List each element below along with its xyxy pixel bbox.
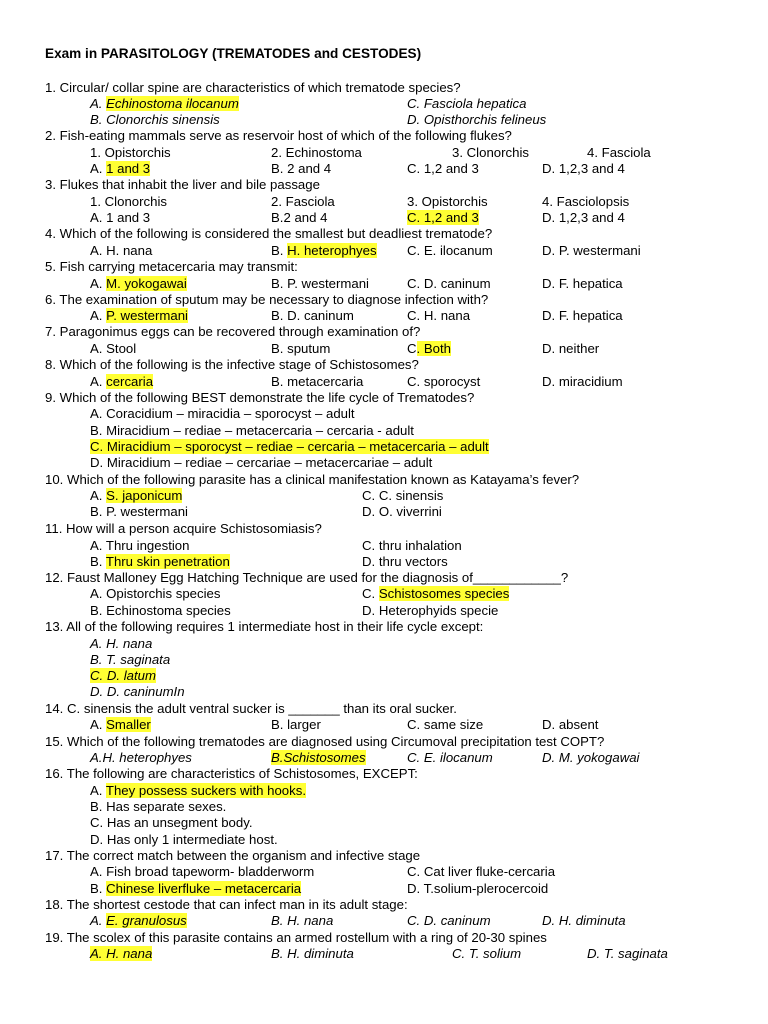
question-text: 18. The shortest cestode that can infect man in its adult stage: bbox=[45, 897, 408, 912]
option-text: A. bbox=[90, 717, 107, 732]
answer-option bbox=[90, 799, 226, 815]
answer-option bbox=[271, 161, 331, 177]
option-text: C. same size bbox=[407, 717, 484, 732]
option-text: B. P. westermani bbox=[271, 276, 369, 291]
option-text: A. Fish broad tapeworm- bladderworm bbox=[90, 864, 315, 879]
highlighted-answer: E. granulosus bbox=[106, 913, 187, 928]
answer-option bbox=[90, 406, 355, 422]
answer-option bbox=[542, 308, 623, 324]
question-text: 4. Which of the following is considered the smallest but deadliest trematode? bbox=[45, 226, 493, 241]
option-text: B. Echinostoma species bbox=[90, 603, 231, 618]
option-text: D. Opisthorchis felineus bbox=[407, 112, 547, 127]
option-text: B. D. caninum bbox=[271, 308, 354, 323]
highlighted-answer: S. japonicum bbox=[106, 488, 183, 503]
answer-option-highlighted bbox=[90, 946, 152, 962]
question-text: 15. Which of the following trematodes are diagnosed using Circumoval precipitation test COPT? bbox=[45, 734, 605, 749]
answer-option bbox=[271, 194, 335, 210]
answer-option bbox=[407, 750, 493, 766]
option-text: A. Opistorchis species bbox=[90, 586, 221, 601]
answer-option bbox=[271, 946, 354, 962]
option-text: B. Clonorchis sinensis bbox=[90, 112, 220, 127]
question-text: 1. Circular/ collar spine are characteristics of which trematode species? bbox=[45, 80, 461, 95]
question-text: 6. The examination of sputum may be necessary to diagnose infection with? bbox=[45, 292, 489, 307]
option-text: B. H. diminuta bbox=[271, 946, 354, 961]
option-text: B. T. saginata bbox=[90, 652, 171, 667]
option-text: C. H. nana bbox=[407, 308, 471, 323]
answer-option bbox=[271, 210, 327, 226]
answer-option bbox=[407, 276, 491, 292]
answer-option bbox=[271, 341, 330, 357]
option-text: D. miracidium bbox=[542, 374, 623, 389]
option-text: 3. Opistorchis bbox=[407, 194, 488, 209]
answer-option bbox=[407, 112, 546, 128]
option-text: D. P. westermani bbox=[542, 243, 641, 258]
answer-option bbox=[271, 717, 321, 733]
option-text: B. larger bbox=[271, 717, 321, 732]
highlighted-answer: C. 1,2 and 3 bbox=[407, 210, 479, 225]
answer-option-highlighted bbox=[90, 488, 182, 504]
answer-option bbox=[90, 210, 150, 226]
answer-option bbox=[90, 832, 278, 848]
highlighted-answer: M. yokogawai bbox=[106, 276, 187, 291]
answer-option-highlighted bbox=[90, 913, 187, 929]
answer-option bbox=[271, 913, 333, 929]
answer-option bbox=[90, 112, 220, 128]
answer-option bbox=[90, 538, 189, 554]
answer-option bbox=[90, 603, 231, 619]
option-text: 2. Echinostoma bbox=[271, 145, 362, 160]
option-text: A.H. heterophyes bbox=[90, 750, 192, 765]
answer-option bbox=[542, 341, 599, 357]
answer-option bbox=[542, 276, 623, 292]
answer-option-highlighted bbox=[90, 96, 239, 112]
option-text: C. E. ilocanum bbox=[407, 243, 493, 258]
answer-option bbox=[407, 864, 555, 880]
highlighted-answer: They possess suckers with hooks. bbox=[105, 783, 306, 798]
answer-option bbox=[90, 194, 167, 210]
option-text: 1. Opistorchis bbox=[90, 145, 171, 160]
option-text: D. 1,2,3 and 4 bbox=[542, 161, 625, 176]
highlighted-answer: H. heterophyes bbox=[287, 243, 377, 258]
answer-option bbox=[90, 815, 253, 831]
option-text: D. absent bbox=[542, 717, 599, 732]
option-text: B.2 and 4 bbox=[271, 210, 328, 225]
answer-option bbox=[362, 554, 448, 570]
question-text: 3. Flukes that inhabit the liver and bile passage bbox=[45, 177, 320, 192]
highlighted-answer: Schistosomes species bbox=[378, 586, 510, 601]
answer-option bbox=[362, 504, 442, 520]
answer-option bbox=[407, 161, 479, 177]
answer-option bbox=[271, 374, 363, 390]
option-text: A. bbox=[90, 96, 107, 111]
highlighted-answer: C. Miracidium – sporocyst – rediae – cercaria – metacercaria – adult bbox=[90, 439, 489, 454]
answer-option-highlighted bbox=[90, 783, 306, 799]
option-text: D. 1,2,3 and 4 bbox=[542, 210, 625, 225]
answer-option bbox=[362, 603, 498, 619]
question-text: 7. Paragonimus eggs can be recovered through examination of? bbox=[45, 324, 421, 339]
answer-option bbox=[362, 488, 443, 504]
option-text: D. D. caninumIn bbox=[90, 684, 185, 699]
answer-option bbox=[90, 423, 414, 439]
option-text: C. C. sinensis bbox=[362, 488, 444, 503]
option-text: B. Miracidium – rediae – metacercaria – cercaria - adult bbox=[90, 423, 414, 438]
option-text: C. D. caninum bbox=[407, 913, 491, 928]
answer-option-highlighted bbox=[90, 161, 150, 177]
option-text: C. D. caninum bbox=[407, 276, 491, 291]
option-text: B. metacercaria bbox=[271, 374, 364, 389]
option-text: C. E. ilocanum bbox=[407, 750, 493, 765]
option-text: A. bbox=[90, 276, 107, 291]
answer-option bbox=[407, 96, 526, 112]
highlighted-answer: . Both bbox=[416, 341, 451, 356]
highlighted-answer: Smaller bbox=[106, 717, 151, 732]
answer-option bbox=[271, 276, 369, 292]
option-text: D. Has only 1 intermediate host. bbox=[90, 832, 278, 847]
answer-option bbox=[90, 636, 152, 652]
option-text: A. 1 and 3 bbox=[90, 210, 151, 225]
question-text: 16. The following are characteristics of Schistosomes, EXCEPT: bbox=[45, 766, 418, 781]
question-text: 5. Fish carrying metacercaria may transmit: bbox=[45, 259, 298, 274]
option-text: B. sputum bbox=[271, 341, 331, 356]
answer-option bbox=[90, 243, 152, 259]
exam-title: Exam in PARASITOLOGY (TREMATODES and CESTODES) bbox=[45, 46, 422, 61]
option-text: C. Cat liver fluke-cercaria bbox=[407, 864, 556, 879]
answer-option-highlighted bbox=[407, 341, 451, 357]
option-text: B. Has separate sexes. bbox=[90, 799, 227, 814]
answer-option bbox=[542, 194, 629, 210]
option-text: 2. Fasciola bbox=[271, 194, 335, 209]
option-text: C. T. solium bbox=[452, 946, 522, 961]
option-text: A. bbox=[90, 913, 107, 928]
option-text: D. Miracidium – rediae – cercariae – metacercariae – adult bbox=[90, 455, 433, 470]
option-text: 1. Clonorchis bbox=[90, 194, 167, 209]
answer-option bbox=[90, 145, 171, 161]
answer-option bbox=[407, 374, 480, 390]
answer-option bbox=[271, 145, 362, 161]
answer-option bbox=[542, 750, 639, 766]
option-text: A. bbox=[90, 783, 106, 798]
answer-option-highlighted bbox=[271, 750, 366, 766]
option-text: B. bbox=[90, 554, 106, 569]
answer-option-highlighted bbox=[90, 554, 230, 570]
option-text: A. bbox=[90, 374, 107, 389]
option-text: 3. Clonorchis bbox=[452, 145, 529, 160]
option-text: D. T.solium-plerocercoid bbox=[407, 881, 549, 896]
option-text: C. sporocyst bbox=[407, 374, 481, 389]
option-text: B. 2 and 4 bbox=[271, 161, 332, 176]
option-text: D. O. viverrini bbox=[362, 504, 442, 519]
highlighted-answer: Thru skin penetration bbox=[105, 554, 230, 569]
answer-option bbox=[452, 946, 521, 962]
answer-option bbox=[90, 504, 188, 520]
option-text: B. H. nana bbox=[271, 913, 334, 928]
answer-option-highlighted bbox=[362, 586, 509, 602]
option-text: A. bbox=[90, 488, 107, 503]
option-text: B. P. westermani bbox=[90, 504, 188, 519]
highlighted-answer: Echinostoma ilocanum bbox=[106, 96, 239, 111]
question-text: 8. Which of the following is the infective stage of Schistosomes? bbox=[45, 357, 419, 372]
answer-option bbox=[407, 243, 493, 259]
answer-option bbox=[542, 161, 625, 177]
option-text: C. Has an unsegment body. bbox=[90, 815, 253, 830]
answer-option bbox=[587, 946, 668, 962]
highlighted-answer: B.Schistosomes bbox=[271, 750, 366, 765]
option-text: A. Coracidium – miracidia – sporocyst – adult bbox=[90, 406, 355, 421]
highlighted-answer: C. D. latum bbox=[90, 668, 156, 683]
option-text: A. bbox=[90, 308, 107, 323]
option-text: D. Heterophyids specie bbox=[362, 603, 499, 618]
option-text: D. F. hepatica bbox=[542, 308, 623, 323]
answer-option bbox=[90, 864, 314, 880]
answer-option-highlighted bbox=[90, 308, 188, 324]
question-text: 13. All of the following requires 1 intermediate host in their life cycle except: bbox=[45, 619, 484, 634]
answer-option bbox=[407, 308, 470, 324]
answer-option bbox=[407, 913, 491, 929]
question-text: 11. How will a person acquire Schistosomiasis? bbox=[45, 521, 322, 536]
answer-option bbox=[407, 194, 488, 210]
option-text: A. H. nana bbox=[90, 636, 153, 651]
question-text: 10. Which of the following parasite has a clinical manifestation known as Katayama’s fever? bbox=[45, 472, 580, 487]
option-text: C. 1,2 and 3 bbox=[407, 161, 479, 176]
highlighted-answer: Chinese liverfluke – metacercaria bbox=[106, 881, 302, 896]
question-text: 12. Faust Malloney Egg Hatching Technique are used for the diagnosis of____________? bbox=[45, 570, 569, 585]
answer-option bbox=[90, 652, 170, 668]
option-text: D. H. diminuta bbox=[542, 913, 626, 928]
answer-option bbox=[542, 210, 625, 226]
answer-option bbox=[271, 308, 354, 324]
option-text: C bbox=[407, 341, 417, 356]
answer-option-highlighted bbox=[90, 881, 301, 897]
answer-option bbox=[90, 586, 220, 602]
option-text: D. neither bbox=[542, 341, 600, 356]
option-text: B. bbox=[271, 243, 288, 258]
highlighted-answer: 1 and 3 bbox=[106, 161, 151, 176]
answer-option bbox=[90, 341, 136, 357]
answer-option bbox=[452, 145, 529, 161]
answer-option-highlighted bbox=[90, 668, 156, 684]
option-text: C. Fasciola hepatica bbox=[407, 96, 527, 111]
answer-option bbox=[407, 717, 483, 733]
option-text: D. thru vectors bbox=[362, 554, 448, 569]
answer-option bbox=[90, 684, 185, 700]
question-text: 9. Which of the following BEST demonstrate the life cycle of Trematodes? bbox=[45, 390, 475, 405]
answer-option-highlighted bbox=[271, 243, 377, 259]
question-text: 2. Fish-eating mammals serve as reservoir host of which of the following flukes? bbox=[45, 128, 512, 143]
option-text: A. bbox=[90, 161, 107, 176]
question-text: 17. The correct match between the organism and infective stage bbox=[45, 848, 421, 863]
highlighted-answer: A. H. nana bbox=[90, 946, 153, 961]
answer-option-highlighted bbox=[407, 210, 479, 226]
question-text: 14. C. sinensis the adult ventral sucker is _______ than its oral sucker. bbox=[45, 701, 457, 716]
answer-option bbox=[542, 717, 598, 733]
answer-option bbox=[542, 913, 626, 929]
option-text: D. M. yokogawai bbox=[542, 750, 640, 765]
option-text: D. F. hepatica bbox=[542, 276, 623, 291]
option-text: C. bbox=[362, 586, 379, 601]
option-text: B. bbox=[90, 881, 107, 896]
highlighted-answer: P. westermani bbox=[106, 308, 188, 323]
option-text: A. Thru ingestion bbox=[90, 538, 190, 553]
answer-option-highlighted bbox=[90, 374, 153, 390]
option-text: D. T. saginata bbox=[587, 946, 668, 961]
option-text: A. H. nana bbox=[90, 243, 153, 258]
answer-option bbox=[90, 455, 432, 471]
answer-option-highlighted bbox=[90, 717, 151, 733]
answer-option-highlighted bbox=[90, 439, 489, 455]
option-text: C. thru inhalation bbox=[362, 538, 462, 553]
highlighted-answer: cercaria bbox=[106, 374, 154, 389]
answer-option-highlighted bbox=[90, 276, 187, 292]
answer-option bbox=[542, 374, 623, 390]
question-text: 19. The scolex of this parasite contains an armed rostellum with a ring of 20-30 spines bbox=[45, 930, 547, 945]
answer-option bbox=[362, 538, 462, 554]
answer-option bbox=[542, 243, 641, 259]
answer-option bbox=[587, 145, 651, 161]
option-text: 4. Fasciolopsis bbox=[542, 194, 630, 209]
option-text: 4. Fasciola bbox=[587, 145, 651, 160]
option-text: A. Stool bbox=[90, 341, 137, 356]
answer-option bbox=[407, 881, 548, 897]
answer-option bbox=[90, 750, 192, 766]
